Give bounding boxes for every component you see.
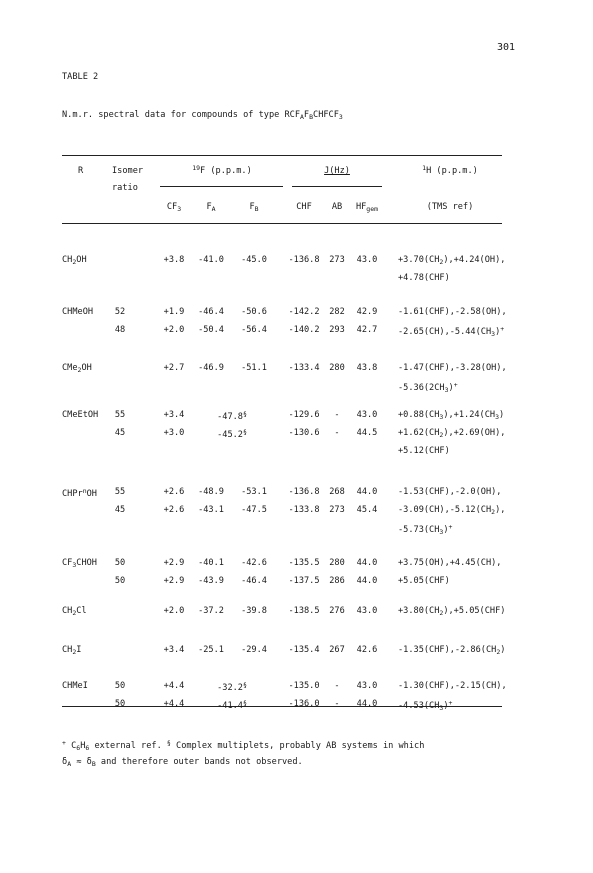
table-cell-fab: -45.2§ [217, 428, 247, 440]
table-cell-cf3: +1.9 [163, 307, 185, 317]
table-cell-ratio: 48 [114, 325, 126, 335]
table-cell-h1: $+3.70(CH_2),+4.24(OH)$, [398, 255, 506, 266]
table-cell-chf: -136.8 [288, 487, 320, 497]
table-cell-hf-gem: 42.7 [356, 325, 378, 335]
table-cell-h1: $-3.09(CH),-5.12(CH_2)$, [398, 505, 506, 516]
table-cell-ab: 273 [329, 505, 345, 515]
table-cell-fb: -47.5 [241, 505, 267, 515]
table-cell-r: $CH_2Cl$ [62, 606, 87, 617]
table-cell-h1: +4.78(CHF) [398, 273, 450, 283]
table-cell-h1: -1.47(CHF),-3.28(OH), [398, 363, 507, 373]
j-rule [292, 186, 382, 187]
table-cell-hf-gem: 44.0 [356, 487, 378, 497]
table-cell-fb: -39.8 [241, 606, 267, 616]
table-cell-h1: -1.53(CHF),-2.0(OH), [398, 487, 502, 497]
table-cell-ab: 293 [329, 325, 345, 335]
table-cell-fa: -37.2 [198, 606, 224, 616]
table-cell-ab: - [334, 681, 340, 691]
table-cell-ab: 280 [329, 558, 345, 568]
page-number: 301 [496, 42, 515, 53]
table-cell-fb: -56.4 [241, 325, 267, 335]
table-cell-chf: -129.6 [288, 410, 320, 420]
header-h1: $^1$H (p.p.m.) [422, 164, 478, 176]
table-cell-cf3: +3.4 [163, 410, 185, 420]
footnote-line-1: + $C_6H_6$ external ref. § Complex multiplets, probably AB systems in which [62, 739, 425, 752]
table-cell-chf: -142.2 [288, 307, 320, 317]
table-cell-r: CMe$_2$OH [62, 363, 92, 374]
table-cell-cf3: +2.9 [163, 558, 185, 568]
table-cell-fab: -41.4§ [217, 699, 247, 711]
table-cell-h1: $-2.65(CH),-5.44(CH_3)^+$ [398, 325, 505, 338]
header-j: J(Hz) [324, 166, 350, 176]
table-caption: N.m.r. spectral data for compounds of type $RCF_AF_BCHFCF_3$ [62, 110, 343, 121]
table-cell-ratio: 55 [114, 410, 126, 420]
table-cell-chf: -135.0 [288, 681, 320, 691]
table-cell-chf: -133.8 [288, 505, 320, 515]
table-cell-chf: -136.0 [288, 699, 320, 709]
table-cell-ab: 268 [329, 487, 345, 497]
table-cell-hf-gem: 43.0 [356, 681, 378, 691]
top-rule [62, 155, 502, 156]
header-r: R [78, 166, 84, 176]
table-cell-fb: -29.4 [241, 645, 267, 655]
table-cell-ab: - [334, 428, 340, 438]
table-cell-ab: 282 [329, 307, 345, 317]
table-cell-chf: -135.5 [288, 558, 320, 568]
table-cell-h1: $+1.62(CH_2),+2.69(OH)$, [398, 428, 506, 439]
table-cell-ratio: 45 [114, 428, 126, 438]
table-cell-ratio: 45 [114, 505, 126, 515]
f19-rule [160, 186, 283, 187]
table-cell-hf-gem: 44.5 [356, 428, 378, 438]
header-fa: $F_A$ [206, 202, 216, 213]
table-cell-ratio: 55 [114, 487, 126, 497]
table-cell-fab: -32.2§ [217, 681, 247, 693]
table-cell-fb: -42.6 [241, 558, 267, 568]
footnote-line-2: $\delta_A \approx \delta_B$ and therefore outer bands not observed. [62, 757, 303, 768]
table-cell-hf-gem: 45.4 [356, 505, 378, 515]
table-cell-fa: -25.1 [198, 645, 224, 655]
table-cell-cf3: +3.8 [163, 255, 185, 265]
table-cell-ab: 273 [329, 255, 345, 265]
table-cell-cf3: +2.6 [163, 487, 185, 497]
header-fb: $F_B$ [249, 202, 259, 213]
table-cell-cf3: +3.4 [163, 645, 185, 655]
table-cell-chf: -135.4 [288, 645, 320, 655]
table-cell-cf3: +2.6 [163, 505, 185, 515]
table-cell-hf-gem: 44.0 [356, 558, 378, 568]
table-cell-fa: -43.1 [198, 505, 224, 515]
table-cell-fb: -45.0 [241, 255, 267, 265]
table-cell-h1: -1.61(CHF),-2.58(OH), [398, 307, 507, 317]
header-cf3: $CF_3$ [166, 202, 182, 213]
table-cell-fa: -46.4 [198, 307, 224, 317]
table-cell-cf3: +2.0 [163, 325, 185, 335]
table-cell-chf: -138.5 [288, 606, 320, 616]
header-chf: CHF [296, 202, 312, 212]
table-cell-r: $CH_2I$ [62, 645, 82, 656]
table-cell-hf-gem: 44.0 [356, 699, 378, 709]
table-cell-r: $CF_3CHOH$ [62, 558, 97, 569]
table-cell-r: $CH_2OH$ [62, 255, 87, 266]
table-cell-fb: -51.1 [241, 363, 267, 373]
table-cell-fb: -46.4 [241, 576, 267, 586]
table-cell-r: CHPr$^n$OH [62, 487, 97, 499]
table-cell-fa: -40.1 [198, 558, 224, 568]
table-cell-hf-gem: 44.0 [356, 576, 378, 586]
table-cell-cf3: +3.0 [163, 428, 185, 438]
header-isomer: Isomer [112, 166, 144, 176]
table-cell-fb: -50.6 [241, 307, 267, 317]
table-cell-cf3: +2.7 [163, 363, 185, 373]
table-cell-h1: +5.05(CHF) [398, 576, 450, 586]
table-cell-h1: $-1.35(CHF),-2.86(CH_2)$ [398, 645, 506, 656]
table-cell-ab: 267 [329, 645, 345, 655]
table-label: TABLE 2 [62, 72, 99, 82]
table-cell-fa: -41.0 [198, 255, 224, 265]
table-cell-ab: - [334, 699, 340, 709]
header-ratio: ratio [112, 183, 138, 193]
table-cell-fab: -47.8§ [217, 410, 247, 422]
table-cell-h1: $+3.80(CH_2),+5.05(CHF)$ [398, 606, 506, 617]
table-cell-h1: +5.12(CHF) [398, 446, 450, 456]
table-cell-hf-gem: 43.8 [356, 363, 378, 373]
table-cell-hf-gem: 43.0 [356, 606, 378, 616]
table-cell-hf-gem: 42.6 [356, 645, 378, 655]
table-cell-ratio: 50 [114, 558, 126, 568]
table-cell-ratio: 50 [114, 699, 126, 709]
table-cell-r: CHMeI [62, 681, 88, 691]
table-cell-cf3: +2.9 [163, 576, 185, 586]
table-cell-ab: 286 [329, 576, 345, 586]
header-ab: AB [331, 202, 343, 212]
table-cell-hf-gem: 43.0 [356, 255, 378, 265]
table-cell-h1: $-5.73(CH_3)^+$ [398, 523, 453, 536]
table-cell-h1: -1.30(CHF),-2.15(CH), [398, 681, 507, 691]
header-tms: (TMS ref) [426, 202, 474, 212]
table-cell-ab: - [334, 410, 340, 420]
table-cell-chf: -136.8 [288, 255, 320, 265]
table-cell-r: CMeEtOH [62, 410, 99, 420]
table-cell-fa: -46.9 [198, 363, 224, 373]
table-cell-ratio: 50 [114, 576, 126, 586]
table-cell-h1: +3.75(OH),+4.45(CH), [398, 558, 502, 568]
header-f19: $^{19}$F (p.p.m.) [192, 164, 252, 176]
table-cell-cf3: +4.4 [163, 681, 185, 691]
table-cell-chf: -140.2 [288, 325, 320, 335]
table-cell-fa: -43.9 [198, 576, 224, 586]
table-cell-chf: -137.5 [288, 576, 320, 586]
table-cell-ratio: 50 [114, 681, 126, 691]
table-cell-cf3: +2.0 [163, 606, 185, 616]
table-cell-hf-gem: 42.9 [356, 307, 378, 317]
table-cell-chf: -133.4 [288, 363, 320, 373]
header-hf-gem: $HF_{gem}$ [355, 202, 379, 213]
table-cell-h1: $-4.53(CH_3)^+$ [398, 699, 453, 712]
table-cell-h1: $+0.88(CH_3),+1.24(CH_3)$ [398, 410, 505, 421]
table-cell-fa: -48.9 [198, 487, 224, 497]
table-cell-fa: -50.4 [198, 325, 224, 335]
table-cell-r: CHMeOH [62, 307, 94, 317]
table-cell-cf3: +4.4 [163, 699, 185, 709]
table-cell-chf: -130.6 [288, 428, 320, 438]
table-cell-h1: $-5.36(2CH_3)^+$ [398, 381, 458, 394]
table-cell-ab: 280 [329, 363, 345, 373]
header-rule [62, 223, 502, 224]
table-cell-ratio: 52 [114, 307, 126, 317]
table-cell-ab: 276 [329, 606, 345, 616]
table-cell-fb: -53.1 [241, 487, 267, 497]
table-cell-hf-gem: 43.0 [356, 410, 378, 420]
